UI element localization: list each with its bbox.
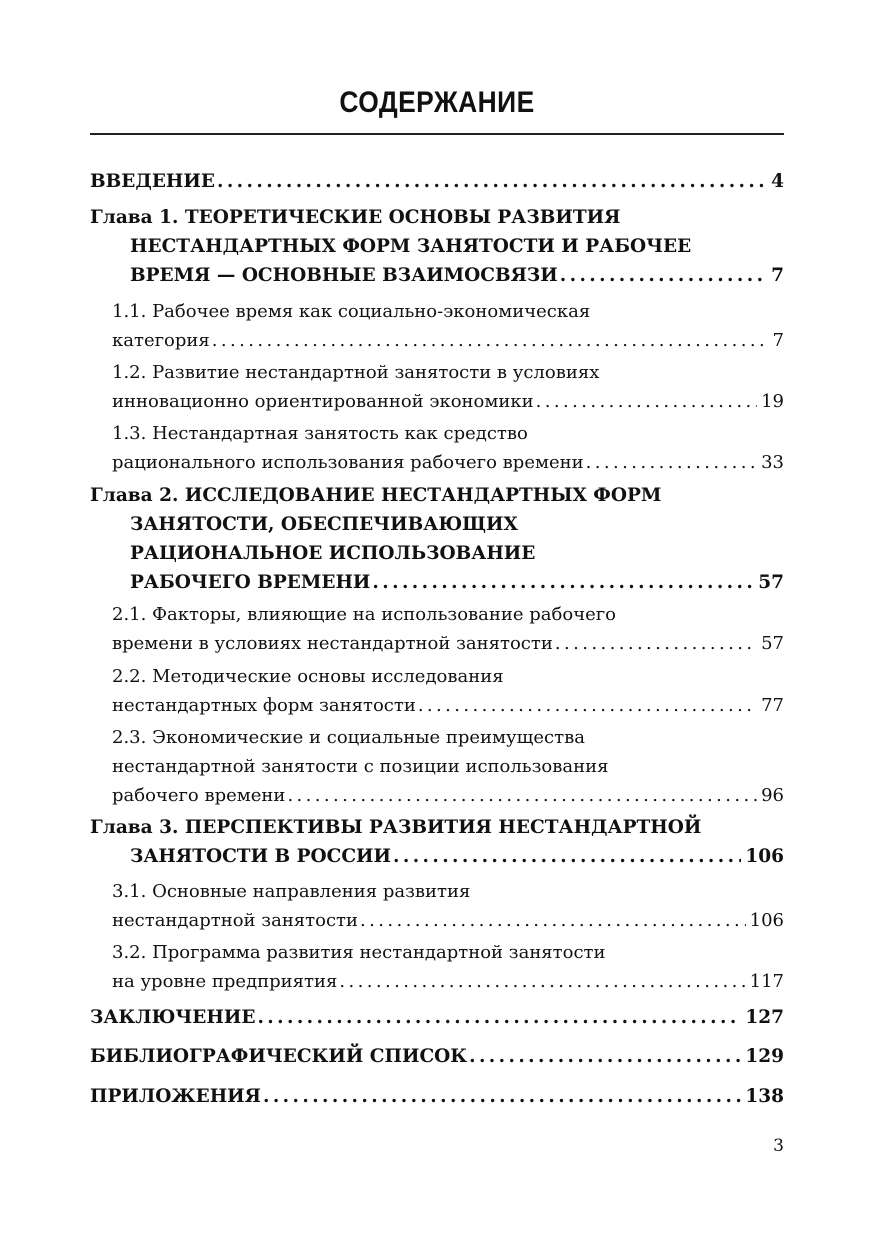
toc-entry-title: ВРЕМЯ — ОСНОВНЫЕ ВЗАИМОСВЯЗИ: [130, 265, 558, 286]
toc-entry-title: ВВЕДЕНИЕ: [90, 171, 215, 192]
dot-leader: [393, 842, 741, 871]
toc-entry-section-2-2[interactable]: [90, 662, 784, 720]
dot-leader: [212, 326, 769, 355]
toc-entry-title: 3.1. Основные направления развития: [112, 881, 471, 902]
toc-entry-section-3-2[interactable]: [90, 938, 784, 996]
title-divider: [90, 133, 784, 135]
toc-entry-bibliography[interactable]: [90, 1042, 784, 1071]
toc-entry-title: рабочего времени: [112, 785, 286, 806]
toc-entry-title: ЗАКЛЮЧЕНИЕ: [90, 1007, 256, 1028]
toc-entry-title: инновационно ориентированной экономики: [112, 391, 534, 412]
toc-entry-conclusion[interactable]: [90, 1003, 784, 1032]
toc-page-number: 7: [772, 330, 784, 351]
toc-entry-title: нестандартных форм занятости: [112, 695, 416, 716]
toc-page-number: 129: [745, 1046, 784, 1067]
toc-entry-title: БИБЛИОГРАФИЧЕСКИЙ СПИСОК: [90, 1046, 468, 1067]
toc-entry-title: категория: [112, 330, 210, 351]
toc-entry-section-2-1[interactable]: [90, 600, 784, 658]
toc-entry-chapter-1[interactable]: [90, 203, 784, 290]
toc-page-number: 96: [761, 785, 784, 806]
toc-entry-title: 2.3. Экономические и социальные преимущества: [112, 727, 585, 748]
toc-entry-title: нестандартной занятости с позиции использования: [112, 756, 609, 777]
toc-page-number: 33: [761, 452, 784, 473]
toc-page-number: 4: [771, 171, 784, 192]
toc-entry-title: РАБОЧЕГО ВРЕМЕНИ: [130, 572, 371, 593]
toc-page-number: 77: [761, 695, 784, 716]
toc-entry-title: времени в условиях нестандартной занятости: [112, 633, 553, 654]
dot-leader: [339, 967, 745, 996]
dot-leader: [372, 568, 754, 597]
toc-entry-appendices[interactable]: [90, 1082, 784, 1111]
toc-entry-title: 2.1. Факторы, влияющие на использование рабочего: [112, 604, 617, 625]
dot-leader: [555, 629, 757, 658]
toc-entry-section-3-1[interactable]: [90, 877, 784, 935]
toc-page-number: 127: [745, 1007, 784, 1028]
toc-entry-introduction[interactable]: [90, 167, 784, 196]
toc-entry-title: 2.2. Методические основы исследования: [112, 666, 504, 687]
toc-page-number: 57: [758, 572, 784, 593]
dot-leader: [360, 906, 746, 935]
toc-entry-title: 1.1. Рабочее время как социально-экономическая: [112, 301, 591, 322]
toc-entry-title: Глава 3. ПЕРСПЕКТИВЫ РАЗВИТИЯ НЕСТАНДАРТНОЙ: [90, 817, 702, 838]
toc-entry-title: рационального использования рабочего времени: [112, 452, 584, 473]
toc-entry-title: ЗАНЯТОСТИ В РОССИИ: [130, 846, 392, 867]
dot-leader: [287, 781, 757, 810]
toc-entry-title: НЕСТАНДАРТНЫХ ФОРМ ЗАНЯТОСТИ И РАБОЧЕЕ: [130, 236, 692, 257]
dot-leader: [418, 691, 757, 720]
toc-entry-title: нестандартной занятости: [112, 910, 358, 931]
toc-entry-chapter-3[interactable]: [90, 813, 784, 871]
dot-leader: [560, 261, 767, 290]
toc-entry-title: на уровне предприятия: [112, 971, 338, 992]
toc-entry-title: ЗАНЯТОСТИ, ОБЕСПЕЧИВАЮЩИХ: [130, 514, 518, 535]
toc-entry-title: Глава 1. ТЕОРЕТИЧЕСКИЕ ОСНОВЫ РАЗВИТИЯ: [90, 207, 621, 228]
toc-entry-chapter-2[interactable]: [90, 481, 784, 597]
page-title: СОДЕРЖАНИЕ: [339, 86, 535, 119]
toc-entry-section-1-3[interactable]: [90, 419, 784, 477]
toc-page-number: 7: [771, 265, 784, 286]
toc-entry-title: Глава 2. ИССЛЕДОВАНИЕ НЕСТАНДАРТНЫХ ФОРМ: [90, 485, 662, 506]
toc-page-number: 106: [749, 910, 784, 931]
toc-entry-section-1-2[interactable]: [90, 358, 784, 416]
toc-page-number: 19: [761, 391, 784, 412]
toc-entry-section-2-3[interactable]: [90, 723, 784, 810]
toc-page-number: 117: [749, 971, 784, 992]
toc-entry-title: ПРИЛОЖЕНИЯ: [90, 1086, 261, 1107]
toc-entry-title: РАЦИОНАЛЬНОЕ ИСПОЛЬЗОВАНИЕ: [130, 543, 536, 564]
toc-page-number: 57: [761, 633, 784, 654]
dot-leader: [586, 448, 757, 477]
toc-entry-section-1-1[interactable]: [90, 297, 784, 355]
dot-leader: [263, 1082, 741, 1111]
toc-page-number: 138: [745, 1086, 784, 1107]
toc-entry-title: 1.2. Развитие нестандартной занятости в условиях: [112, 362, 600, 383]
toc-page-number: 106: [745, 846, 784, 867]
toc-entry-title: 3.2. Программа развития нестандартной занятости: [112, 942, 606, 963]
dot-leader: [536, 387, 757, 416]
page-number: 3: [773, 1136, 784, 1156]
dot-leader: [469, 1042, 741, 1071]
toc-entry-title: 1.3. Нестандартная занятость как средство: [112, 423, 528, 444]
dot-leader: [257, 1003, 741, 1032]
dot-leader: [217, 167, 767, 196]
